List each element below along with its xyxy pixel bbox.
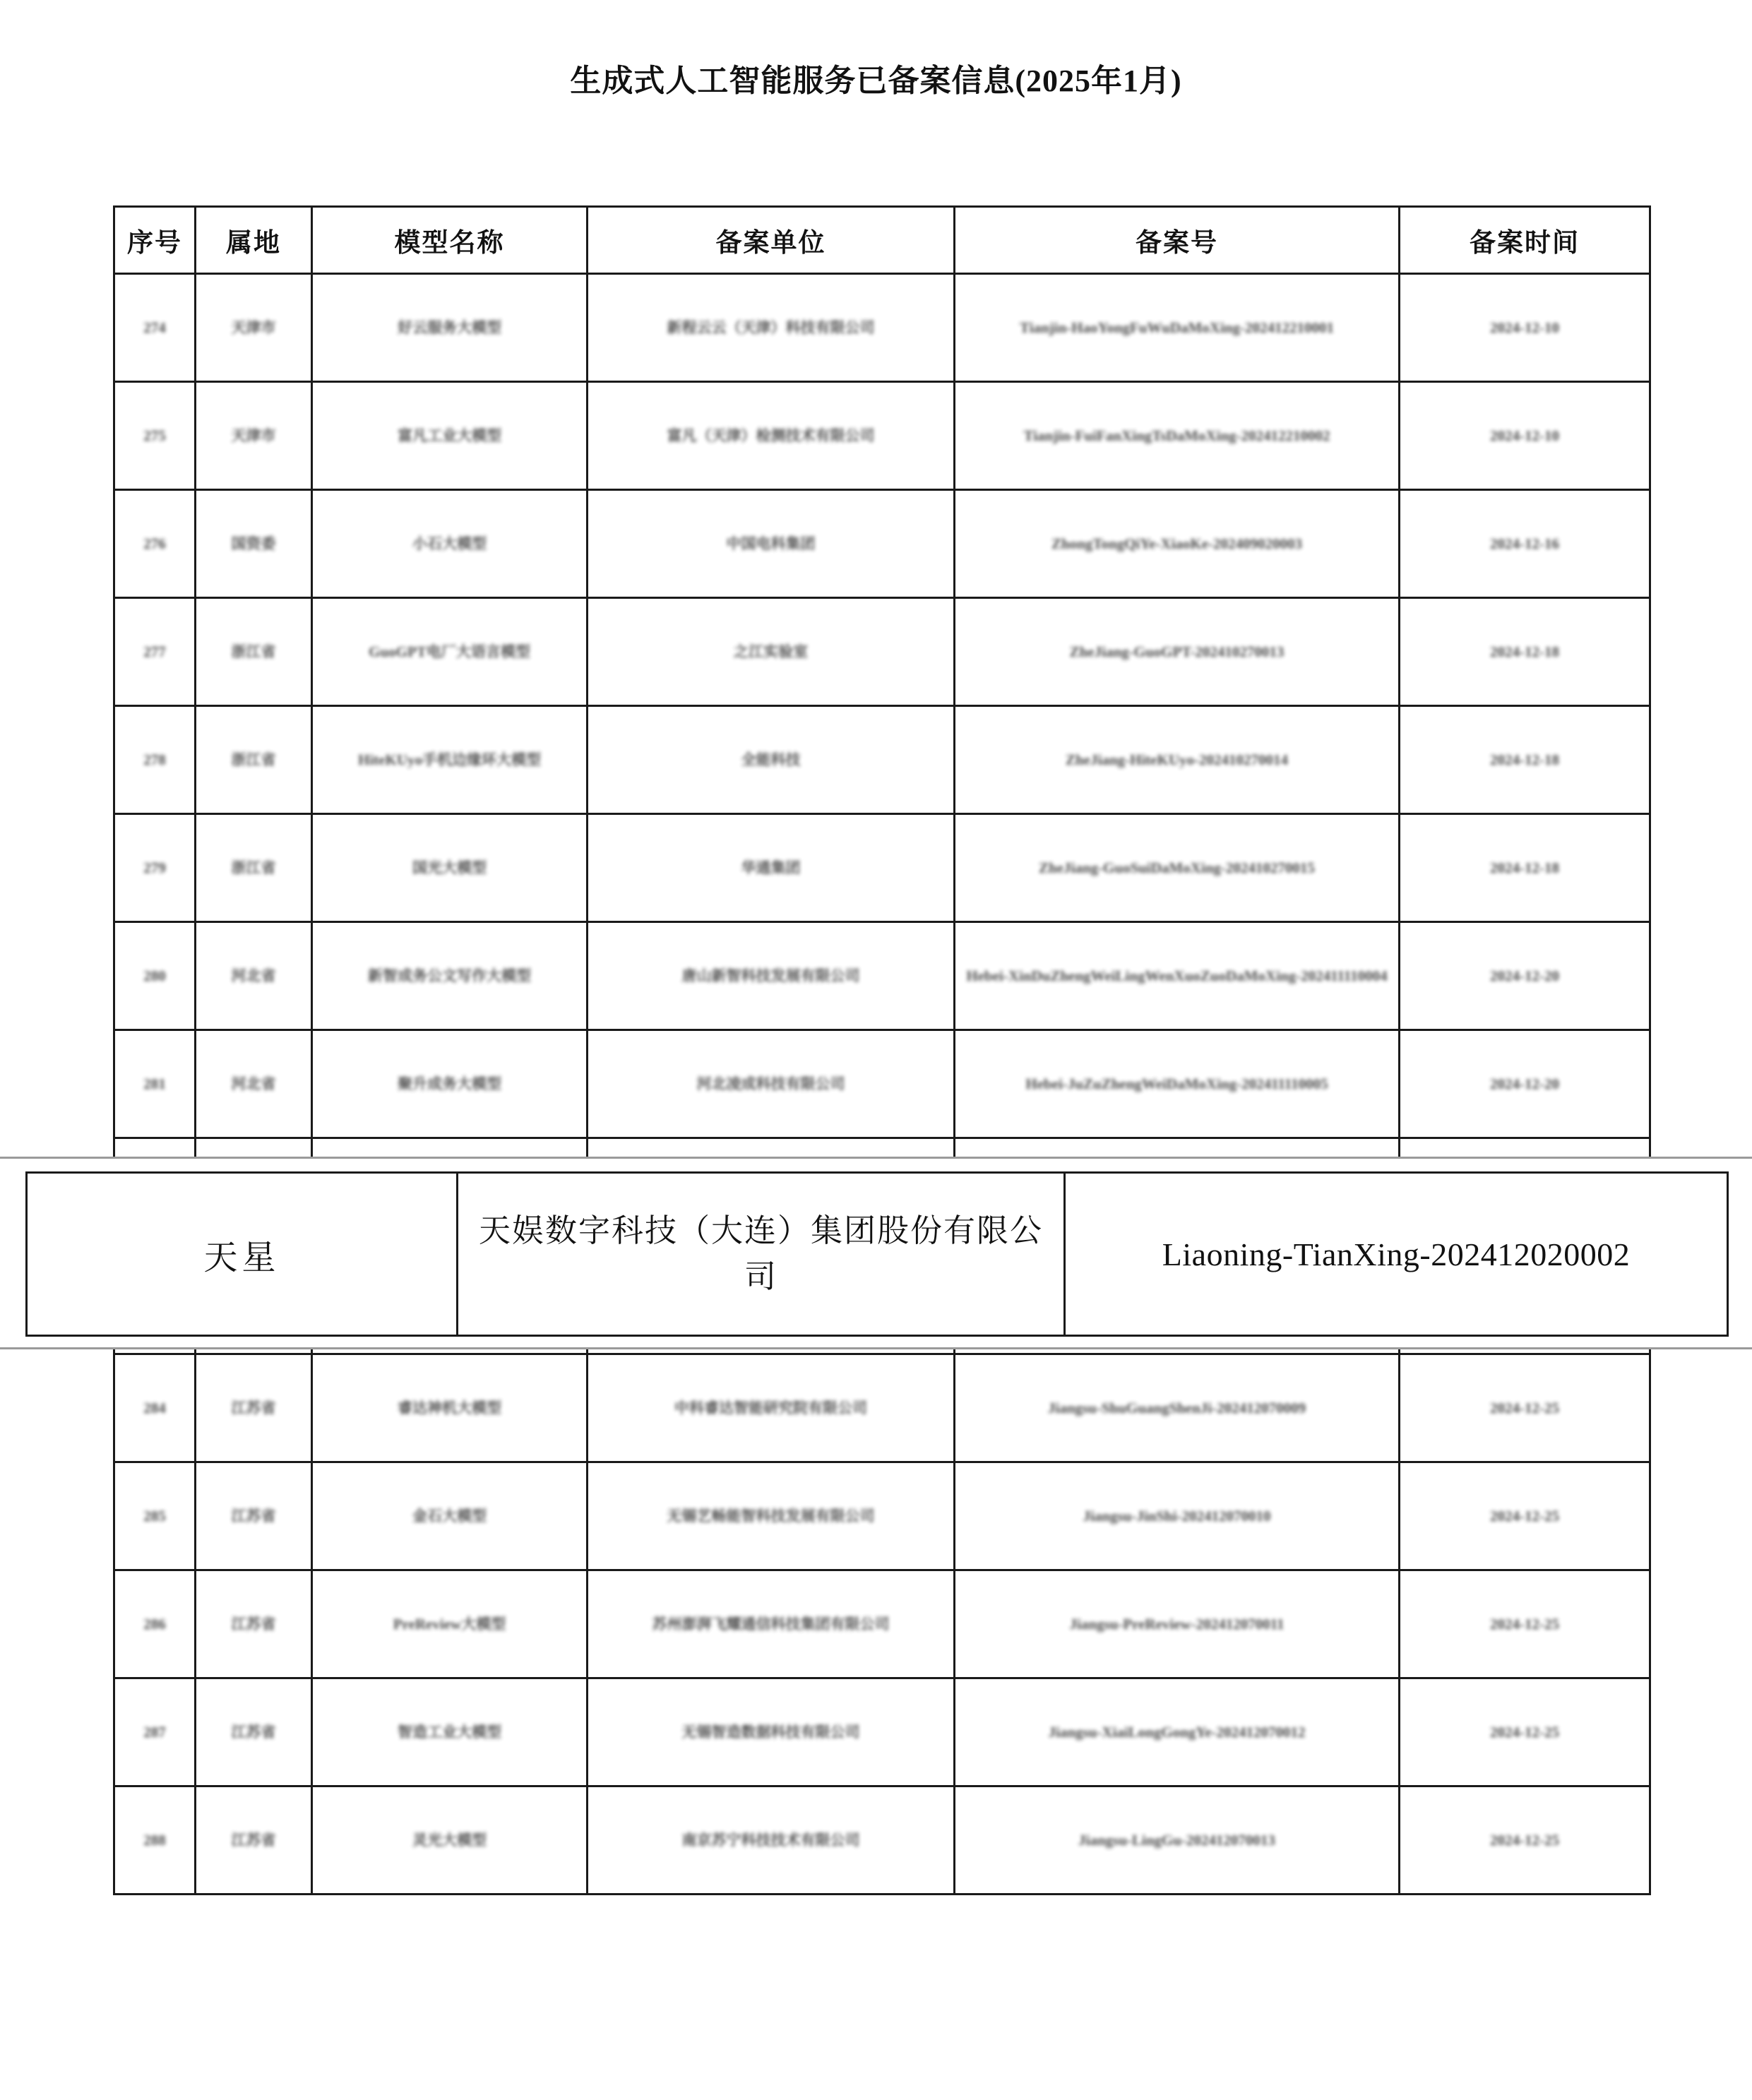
cell-org: 全能科技 (588, 706, 955, 814)
cell-number: ZheJiang-HiteKUyo-202410270014 (955, 706, 1400, 814)
cell-index: 287 (114, 1678, 196, 1786)
cell-region: 江苏省 (196, 1354, 312, 1462)
cell-date: 2024-12-18 (1400, 706, 1650, 814)
table-body (114, 274, 1650, 1895)
cell-model: 智造工业大模型 (312, 1678, 588, 1786)
cell-model: 睿达神机大模型 (312, 1354, 588, 1462)
cell-org: 华通集团 (588, 814, 955, 922)
cell-model: 金石大模型 (312, 1462, 588, 1570)
cell-model: 国光大模型 (312, 814, 588, 922)
cell-model: 聚升成务大模型 (312, 1030, 588, 1138)
cell-index: 275 (114, 382, 196, 490)
column-header-index: 序号 (114, 207, 196, 274)
table-row (114, 1570, 1650, 1678)
cell-model: GuoGPT电厂大语言模型 (312, 598, 588, 706)
registration-table (113, 205, 1651, 1895)
cell-region: 江苏省 (196, 1570, 312, 1678)
highlighted-model-name: 天星 (28, 1174, 458, 1335)
cell-region: 江苏省 (196, 1786, 312, 1895)
cell-date: 2024-12-20 (1400, 922, 1650, 1030)
cell-region: 浙江省 (196, 706, 312, 814)
highlighted-row-overlay (0, 1157, 1752, 1349)
highlighted-record-number: Liaoning-TianXing-202412020002 (1162, 1236, 1631, 1272)
registration-table-container (113, 205, 1649, 1895)
cell-org: 无锡智造数据科技有限公司 (588, 1678, 955, 1786)
table-header-row (114, 207, 1650, 274)
cell-date: 2024-12-25 (1400, 1354, 1650, 1462)
cell-date: 2024-12-18 (1400, 814, 1650, 922)
column-header-date: 备案时间 (1400, 207, 1650, 274)
column-header-number: 备案号 (955, 207, 1400, 274)
cell-region: 浙江省 (196, 814, 312, 922)
cell-region: 天津市 (196, 382, 312, 490)
cell-index: 288 (114, 1786, 196, 1895)
cell-number: Hebei-XinDuZhengWeiLingWenXuoZuoDaMoXing-202411110004 (955, 922, 1400, 1030)
table-row (114, 274, 1650, 382)
cell-index: 284 (114, 1354, 196, 1462)
cell-model: PreReview大模型 (312, 1570, 588, 1678)
table-row (114, 814, 1650, 922)
cell-date: 2024-12-25 (1400, 1678, 1650, 1786)
column-header-org: 备案单位 (588, 207, 955, 274)
cell-number: ZheJiang-GuoGPT-202410270013 (955, 598, 1400, 706)
cell-region: 国资委 (196, 490, 312, 598)
cell-model: HiteKUyo手机边缘环大模型 (312, 706, 588, 814)
cell-org: 无锡艺畅能智科技发展有限公司 (588, 1462, 955, 1570)
cell-region: 天津市 (196, 274, 312, 382)
cell-index: 285 (114, 1462, 196, 1570)
cell-index: 274 (114, 274, 196, 382)
cell-model: 新智成务公文写作大模型 (312, 922, 588, 1030)
cell-org: 南京苏宁科技技术有限公司 (588, 1786, 955, 1895)
cell-org: 苏州澎湃飞耀通信科技集团有限公司 (588, 1570, 955, 1678)
cell-number: Tianjin-FuiFanXingTsDaMoXing-202412210002 (955, 382, 1400, 490)
cell-number: Jiangsu-XiaiLongGongYe-202412070012 (955, 1678, 1400, 1786)
cell-index: 280 (114, 922, 196, 1030)
cell-date: 2024-12-25 (1400, 1462, 1650, 1570)
cell-region: 江苏省 (196, 1678, 312, 1786)
cell-number: Jiangsu-JinShi-202412070010 (955, 1462, 1400, 1570)
cell-org: 中国电科集团 (588, 490, 955, 598)
cell-index: 279 (114, 814, 196, 922)
column-header-model: 模型名称 (312, 207, 588, 274)
cell-date: 2024-12-10 (1400, 274, 1650, 382)
cell-org: 新程云云（天津）科技有限公司 (588, 274, 955, 382)
cell-org: 唐山新智科技发展有限公司 (588, 922, 955, 1030)
cell-index: 286 (114, 1570, 196, 1678)
table-row (114, 922, 1650, 1030)
cell-number: Jiangsu-LingGu-202412070013 (955, 1786, 1400, 1895)
cell-region: 江苏省 (196, 1462, 312, 1570)
highlighted-org-name: 天娱数字科技（大连）集团股份有限公司 (458, 1174, 1066, 1335)
page-title: 生成式人工智能服务已备案信息(2025年1月) (570, 64, 1182, 98)
table-row (114, 1678, 1650, 1786)
table-row (114, 1030, 1650, 1138)
cell-org: 之江实验室 (588, 598, 955, 706)
table-row (114, 1786, 1650, 1895)
cell-model: 好云服务大模型 (312, 274, 588, 382)
cell-model: 灵光大模型 (312, 1786, 588, 1895)
cell-number: Tianjin-HaoYongFuWuDaMoXing-202412210001 (955, 274, 1400, 382)
cell-date: 2024-12-16 (1400, 490, 1650, 598)
table-header (114, 207, 1650, 274)
table-row (114, 706, 1650, 814)
cell-region: 河北省 (196, 1030, 312, 1138)
cell-number: ZheJiang-GuoSuiDaMoXing-202410270015 (955, 814, 1400, 922)
cell-date: 2024-12-25 (1400, 1786, 1650, 1895)
cell-org: 河北凌成科技有限公司 (588, 1030, 955, 1138)
cell-region: 浙江省 (196, 598, 312, 706)
cell-index: 276 (114, 490, 196, 598)
cell-index: 277 (114, 598, 196, 706)
cell-number: ZhongTongQiYe-XiaoKe-202409020003 (955, 490, 1400, 598)
cell-date: 2024-12-20 (1400, 1030, 1650, 1138)
cell-region: 河北省 (196, 922, 312, 1030)
cell-index: 281 (114, 1030, 196, 1138)
cell-date: 2024-12-10 (1400, 382, 1650, 490)
cell-org: 富凡（天津）检测技术有限公司 (588, 382, 955, 490)
cell-number: Jiangsu-ShuGuangShenJi-202412070009 (955, 1354, 1400, 1462)
cell-number: Jiangsu-PreReview-202412070011 (955, 1570, 1400, 1678)
cell-date: 2024-12-25 (1400, 1570, 1650, 1678)
cell-model: 小石大模型 (312, 490, 588, 598)
cell-date: 2024-12-18 (1400, 598, 1650, 706)
table-row (114, 490, 1650, 598)
highlighted-row (25, 1171, 1729, 1337)
table-row (114, 382, 1650, 490)
cell-index: 278 (114, 706, 196, 814)
cell-model: 富凡工业大模型 (312, 382, 588, 490)
cell-number: Hebei-JuZuZhengWeiDaMoXing-202411110005 (955, 1030, 1400, 1138)
table-row (114, 598, 1650, 706)
table-row (114, 1462, 1650, 1570)
column-header-region: 属地 (196, 207, 312, 274)
cell-org: 中科睿达智能研究院有限公司 (588, 1354, 955, 1462)
table-row (114, 1354, 1650, 1462)
